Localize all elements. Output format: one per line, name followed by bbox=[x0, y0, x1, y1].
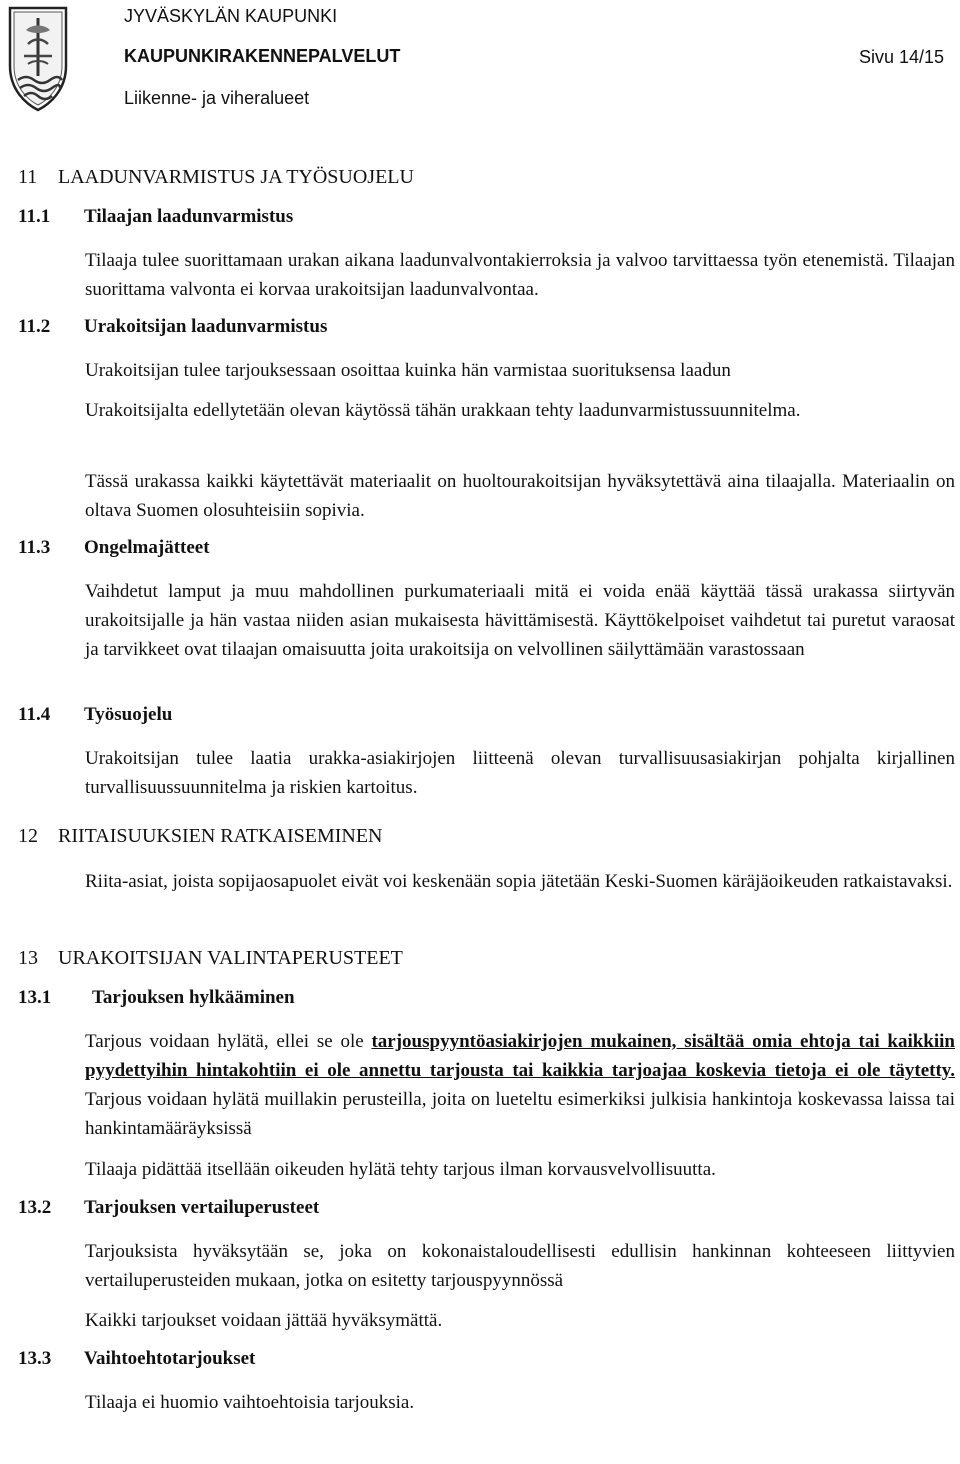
paragraph: Kaikki tarjoukset voidaan jättää hyväksymättä. bbox=[85, 1310, 443, 1331]
section-title: Ongelmajätteet bbox=[84, 537, 210, 558]
section-title: Tilaajan laadunvarmistus bbox=[84, 206, 294, 227]
section-title: Tarjouksen vertailuperusteet bbox=[84, 1197, 320, 1218]
paragraph: Urakoitsijan tulee tarjouksessaan osoittaa kuinka hän varmistaa suorituksensa laadun bbox=[85, 360, 731, 381]
paragraph: Urakoitsijan tulee laatia urakka-asiakirjojen liitteenä olevan turvallisuusasiakirjan pohjalta kirjallinen turvallisuussuunnitelma ja riskien kartoitus. bbox=[85, 748, 955, 798]
section-heading-11-2 bbox=[18, 316, 327, 338]
header-organization: JYVÄSKYLÄN KAUPUNKI bbox=[124, 6, 338, 26]
section-heading-12 bbox=[18, 825, 383, 848]
section-heading-11-1 bbox=[18, 206, 293, 228]
underlined-requirement: tarjouspyyntöasiakirjojen mukainen, sisältää omia ehtoja tai kaikkiin pyydettyihin hintakohtiin ei ole annettu tarjousta tai kaikkia tarjoajaa koskevia tietoja ei ole täytetty. bbox=[85, 1031, 955, 1081]
section-number: 11.1 bbox=[18, 206, 51, 227]
paragraph: Vaihdetut lamput ja muu mahdollinen purkumateriaali mitä ei voida enää käyttää tässä urakassa siirtyvän urakoitsijalle ja hän vastaa niiden asian mukaisesta hävittämisestä. Käyttökelpoiset vaihdetut tai puretut varaosat ja tarvikkeet ovat tilaajan omaisuutta joita urakoitsija on velvollinen säilyttämään varastossaan bbox=[85, 581, 955, 660]
paragraph bbox=[85, 1027, 955, 1143]
section-title: Tarjouksen hylkääminen bbox=[92, 987, 295, 1008]
section-number: 12 bbox=[18, 825, 38, 847]
section-heading-11-4 bbox=[18, 704, 172, 726]
page-header bbox=[0, 0, 960, 120]
paragraph: Riita-asiat, joista sopijaosapuolet eivät voi keskenään sopia jätetään Keski-Suomen käräjäoikeuden ratkaistavaksi. bbox=[85, 871, 953, 892]
section-title: Vaihtoehtotarjoukset bbox=[84, 1348, 256, 1369]
paragraph: Urakoitsijalta edellytetään olevan käytössä tähän urakkaan tehty laadunvarmistussuunnitelma. bbox=[85, 400, 801, 421]
section-number: 11.2 bbox=[18, 316, 51, 337]
section-heading-13-2 bbox=[18, 1197, 319, 1219]
paragraph-text: Tarjous voidaan hylätä, ellei se ole bbox=[85, 1031, 372, 1052]
section-heading-13-3 bbox=[18, 1348, 255, 1370]
section-heading-11 bbox=[18, 166, 414, 189]
section-title: LAADUNVARMISTUS JA TYÖSUOJELU bbox=[58, 166, 414, 188]
header-unit: Liikenne- ja viheralueet bbox=[124, 88, 310, 108]
section-number: 13.2 bbox=[18, 1197, 52, 1218]
section-number: 13.3 bbox=[18, 1348, 52, 1369]
section-heading-13-1 bbox=[18, 987, 295, 1009]
section-number: 13 bbox=[18, 947, 38, 969]
header-department: KAUPUNKIRAKENNEPALVELUT bbox=[124, 46, 401, 66]
paragraph: Tilaaja pidättää itsellään oikeuden hylätä tehty tarjous ilman korvausvelvollisuutta. bbox=[85, 1159, 716, 1180]
paragraph-text: Tarjous voidaan hylätä muillakin perusteilla, joita on lueteltu esimerkiksi julkisia hankintoja koskevassa laissa tai hankintamääräyksissä bbox=[85, 1089, 955, 1139]
city-crest-icon bbox=[6, 4, 70, 114]
section-number: 11 bbox=[18, 166, 38, 188]
section-heading-11-3 bbox=[18, 537, 210, 559]
page-number: Sivu 14/15 bbox=[858, 47, 944, 67]
section-heading-13 bbox=[18, 947, 403, 970]
section-number: 13.1 bbox=[18, 987, 52, 1008]
section-title: Urakoitsijan laadunvarmistus bbox=[84, 316, 328, 337]
paragraph: Tässä urakassa kaikki käytettävät materiaalit on huoltourakoitsijan hyväksytettävä aina tilaajalla. Materiaalin on oltava Suomen olosuhteisiin sopivia. bbox=[85, 471, 955, 521]
paragraph: Tilaaja ei huomio vaihtoehtoisia tarjouksia. bbox=[85, 1392, 415, 1413]
section-title: RIITAISUUKSIEN RATKAISEMINEN bbox=[58, 825, 383, 847]
paragraph: Tilaaja tulee suorittamaan urakan aikana laadunvalvontakierroksia ja valvoo tarvittaessa työn etenemistä. Tilaajan suorittama valvonta ei korvaa urakoitsijan laadunvalvontaa. bbox=[85, 250, 955, 300]
section-number: 11.3 bbox=[18, 537, 51, 558]
section-number: 11.4 bbox=[18, 704, 51, 725]
paragraph: Tarjouksista hyväksytään se, joka on kokonaistaloudellisesti edullisin hankinnan kohteeseen liittyvien vertailuperusteiden mukaan, jotka on esitetty tarjouspyynnössä bbox=[85, 1241, 955, 1291]
section-title: Työsuojelu bbox=[84, 704, 173, 725]
section-title: URAKOITSIJAN VALINTAPERUSTEET bbox=[58, 947, 403, 969]
